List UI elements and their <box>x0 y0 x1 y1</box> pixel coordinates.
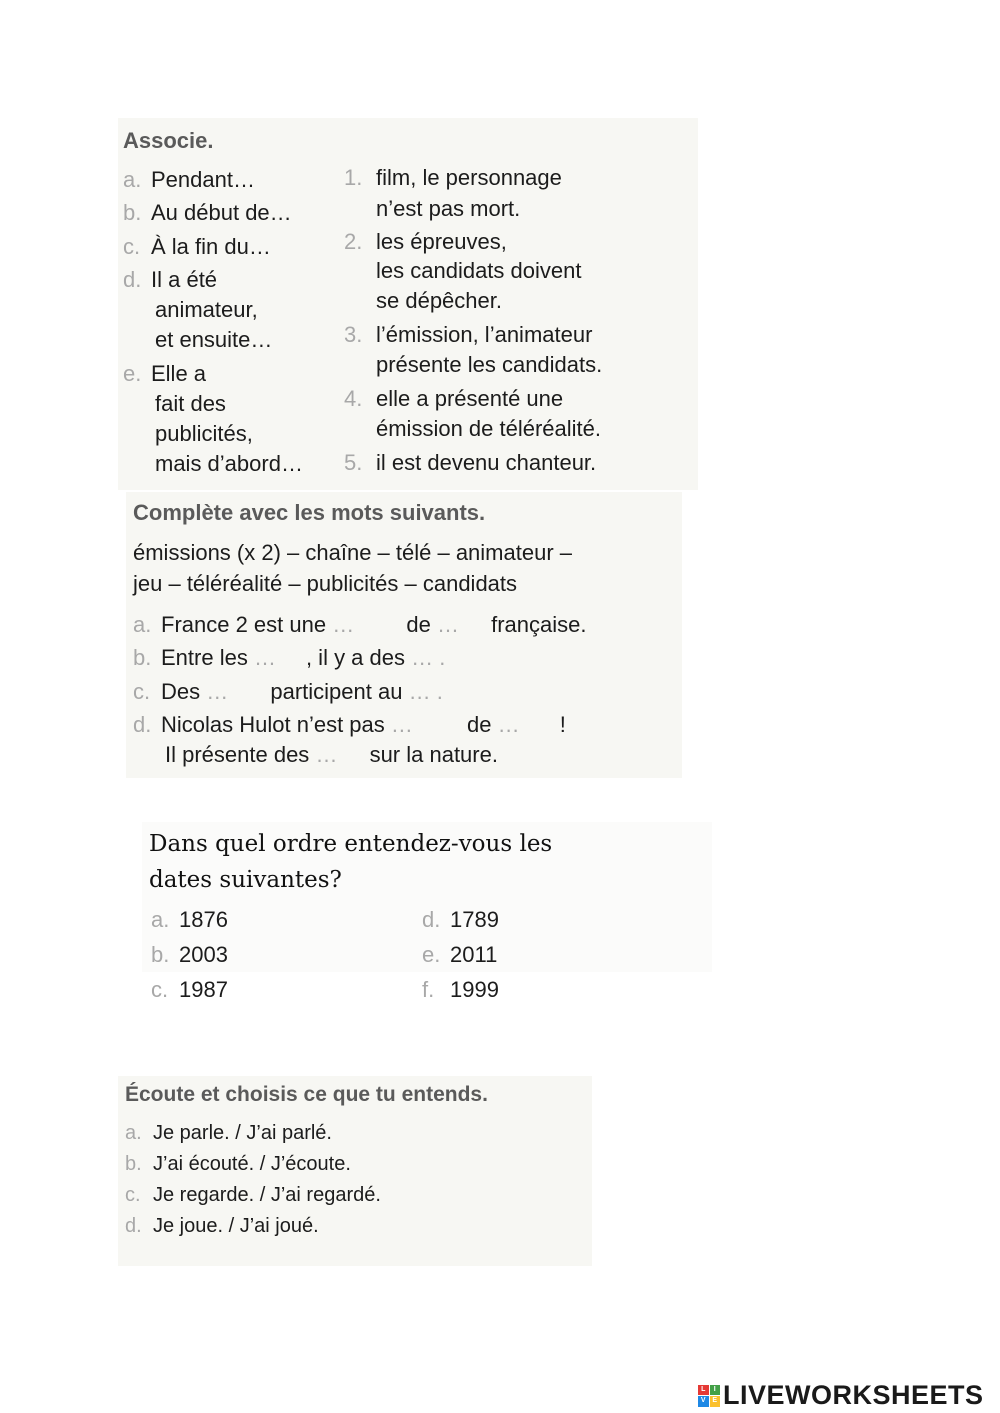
associe-left-e-3: publicités, <box>155 421 253 446</box>
associe-left-e-4: mais d’abord… <box>155 451 303 476</box>
blank-b2[interactable]: … . <box>411 645 446 670</box>
date-item-f: f. 1999 <box>422 977 499 1002</box>
associe-left-d-2: animateur, <box>155 297 258 322</box>
date-item-a: a. 1876 <box>151 907 228 932</box>
complete-title: Complète avec les mots suivants. <box>133 500 486 525</box>
blank-a2[interactable]: … <box>436 612 459 637</box>
dates-title-line-2: dates suivantes? <box>149 867 342 893</box>
date-item-e: e. 2011 <box>422 942 498 967</box>
associe-left-a: a. Pendant… <box>123 167 255 192</box>
logo-square-e: E <box>710 1396 721 1407</box>
dates-title-line-1: Dans quel ordre entendez-vous les <box>149 831 553 857</box>
associe-left-e-2: fait des <box>155 391 226 416</box>
associe-right-1-2: n’est pas mort. <box>376 196 521 221</box>
associe-right-3-2: présente les candidats. <box>376 352 603 377</box>
ecoute-item-c: c. Je regarde. / J’ai regardé. <box>125 1184 381 1206</box>
associe-right-2: 2. les épreuves, <box>344 229 507 254</box>
liveworksheets-logo[interactable] <box>698 1380 984 1411</box>
blank-d2[interactable]: … <box>497 712 520 737</box>
associe-right-5: 5. il est devenu chanteur. <box>344 450 597 475</box>
date-item-d: d. 1789 <box>422 907 499 932</box>
logo-square-i: I <box>710 1385 721 1396</box>
blank-c1[interactable]: … <box>206 679 229 704</box>
word-bank-line-2: jeu – téléréalité – publicités – candidats <box>133 571 518 596</box>
date-item-c: c. 1987 <box>151 977 228 1002</box>
associe-right-3: 3. l’émission, l’animateur <box>344 322 593 347</box>
associe-left-e: e. Elle a <box>123 361 207 386</box>
associe-right-2-2: les candidats doivent <box>376 258 582 283</box>
complete-item-c: c. Des … participent au … . <box>133 679 443 704</box>
complete-item-d-line2: Il présente des … sur la nature. <box>165 742 498 767</box>
blank-c2[interactable]: … . <box>408 679 443 704</box>
word-bank-line-1: émissions (x 2) – chaîne – télé – animateur – <box>133 540 573 565</box>
ecoute-item-b: b. J’ai écouté. / J’écoute. <box>125 1153 351 1175</box>
associe-right-1: 1. film, le personnage <box>344 165 562 190</box>
complete-item-d: d. Nicolas Hulot n’est pas … de … ! <box>133 712 566 737</box>
liveworksheets-logo-icon <box>698 1385 720 1407</box>
blank-d3[interactable]: … <box>315 742 338 767</box>
associe-left-d-3: et ensuite… <box>155 327 273 352</box>
ecoute-title: Écoute et choisis ce que tu entends. <box>125 1083 488 1106</box>
ecoute-item-d: d. Je joue. / J’ai joué. <box>125 1215 319 1237</box>
complete-item-b: b. Entre les … , il y a des … . <box>133 645 446 670</box>
associe-right-4: 4. elle a présenté une <box>344 386 564 411</box>
blank-a1[interactable]: … <box>332 612 355 637</box>
blank-b1[interactable]: … <box>253 645 276 670</box>
associe-left-b: b. Au début de… <box>123 200 292 225</box>
associe-right-4-2: émission de téléréalité. <box>376 416 602 441</box>
complete-item-a: a. France 2 est une … de … française. <box>133 612 587 637</box>
associe-title: Associe. <box>123 128 214 153</box>
logo-square-v: V <box>698 1396 709 1407</box>
associe-right-2-3: se dépêcher. <box>376 288 502 313</box>
associe-left-c: c. À la fin du… <box>123 234 271 259</box>
liveworksheets-brand: LIVEWORKSHEETS <box>723 1380 984 1410</box>
ecoute-item-a: a. Je parle. / J’ai parlé. <box>125 1122 332 1144</box>
associe-left-d: d. Il a été <box>123 267 218 292</box>
blank-d1[interactable]: … <box>390 712 413 737</box>
date-item-b: b. 2003 <box>151 942 228 967</box>
logo-square-l: L <box>698 1385 709 1396</box>
